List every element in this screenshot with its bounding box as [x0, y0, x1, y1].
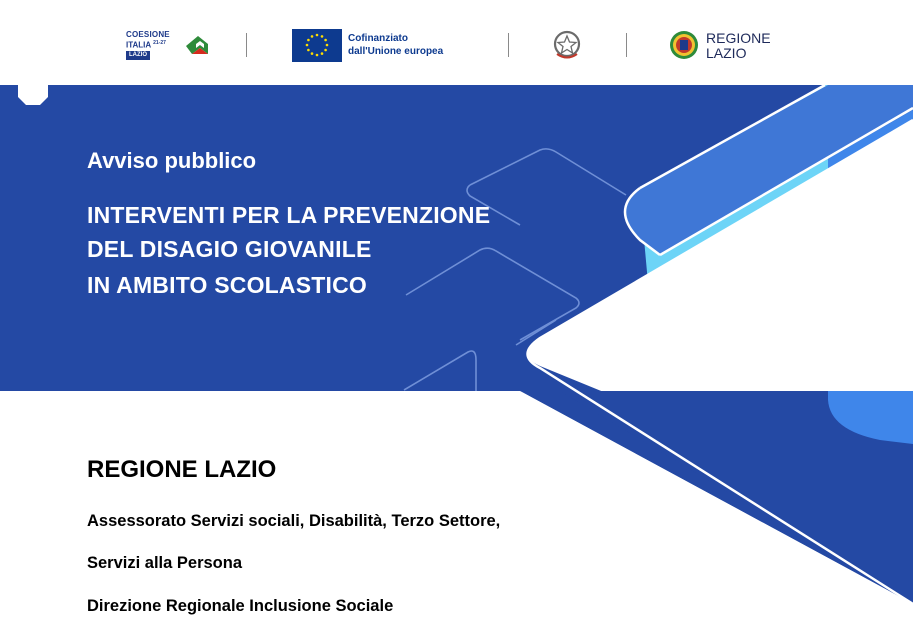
notice-title-line-3: IN AMBITO SCOLASTICO [87, 272, 367, 298]
organization-heading: REGIONE LAZIO [87, 456, 277, 483]
lazio-label: LAZIO [706, 45, 747, 61]
eu-cofinanced-label: Cofinanziato [348, 33, 408, 44]
coesione-region-label: LAZIO [126, 51, 150, 60]
directorate-line: Direzione Regionale Inclusione Sociale [87, 597, 394, 615]
notice-title-line-2: DEL DISAGIO GIOVANILE [87, 236, 372, 262]
notice-title-line-1: INTERVENTI PER LA PREVENZIONE [87, 202, 491, 228]
coesione-label: COESIONE [126, 30, 170, 39]
regione-label: REGIONE [706, 30, 771, 46]
italia-label: ITALIA $^{21-27}$ [126, 40, 166, 50]
department-line-1: Assessorato Servizi sociali, Disabilità, Terzo Settore, [87, 512, 501, 530]
department-line-2: Servizi alla Persona [87, 554, 243, 572]
notice-type-label: Avviso pubblico [87, 148, 257, 173]
eu-union-label: dall'Unione europea [348, 46, 444, 57]
